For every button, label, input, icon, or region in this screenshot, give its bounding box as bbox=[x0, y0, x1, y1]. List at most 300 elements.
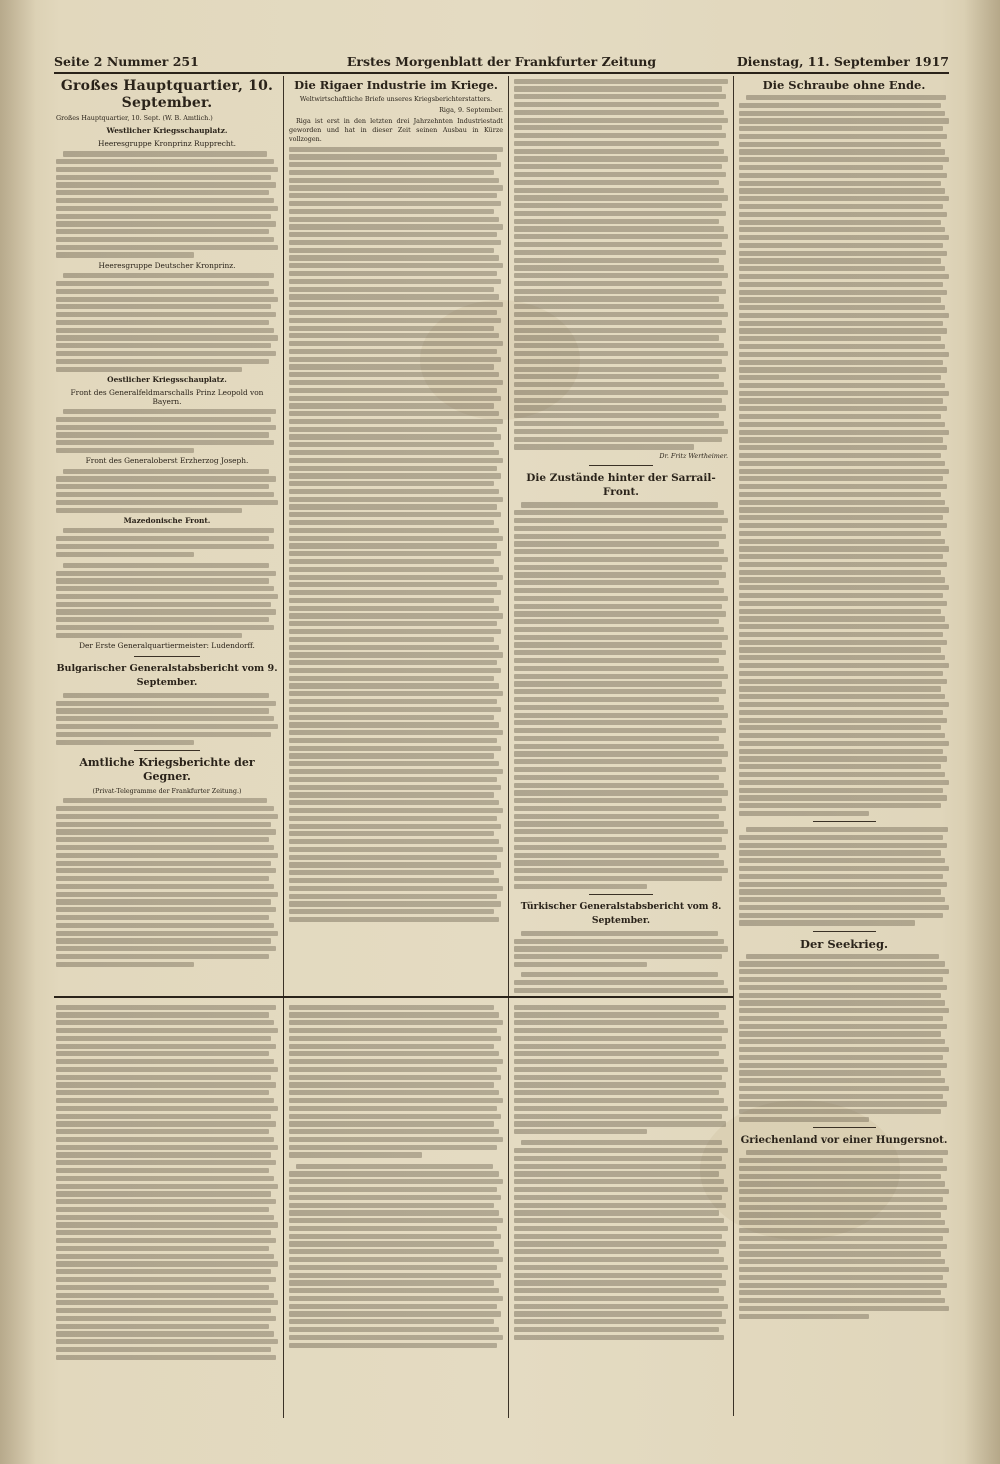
text-line bbox=[514, 580, 719, 585]
text-line bbox=[514, 689, 726, 694]
page-number: Seite 2 Nummer 251 bbox=[54, 54, 199, 69]
text-block bbox=[514, 931, 728, 994]
text-line bbox=[514, 226, 724, 231]
article-separator bbox=[589, 465, 653, 466]
text-line bbox=[289, 831, 494, 836]
text-line bbox=[289, 318, 501, 323]
text-line bbox=[289, 528, 499, 533]
text-block bbox=[739, 827, 949, 926]
text-line bbox=[514, 94, 726, 99]
text-line bbox=[289, 543, 497, 548]
text-line bbox=[56, 1331, 274, 1336]
text-line bbox=[739, 1031, 941, 1036]
text-line bbox=[56, 1129, 269, 1134]
text-line bbox=[514, 775, 719, 780]
text-line bbox=[289, 738, 497, 743]
text-line bbox=[289, 816, 497, 821]
text-line bbox=[514, 829, 728, 834]
text-line bbox=[289, 287, 494, 292]
text-block bbox=[56, 273, 278, 372]
text-line bbox=[514, 1129, 647, 1134]
text-line bbox=[56, 335, 278, 340]
text-line bbox=[514, 1234, 722, 1239]
text-line bbox=[739, 897, 945, 902]
text-line bbox=[739, 647, 941, 652]
text-line bbox=[514, 868, 728, 873]
text-line bbox=[739, 476, 943, 481]
text-line bbox=[514, 133, 726, 138]
text-line bbox=[56, 1316, 276, 1321]
text-line bbox=[63, 273, 274, 278]
text-line bbox=[56, 609, 276, 614]
text-line bbox=[289, 1090, 499, 1095]
army-group-kronprinz: Heeresgruppe Deutscher Kronprinz. bbox=[98, 260, 236, 270]
text-line bbox=[514, 751, 728, 756]
text-line bbox=[739, 126, 943, 131]
text-line bbox=[56, 701, 276, 706]
text-line bbox=[56, 1082, 276, 1087]
text-line bbox=[63, 151, 267, 156]
text-line bbox=[289, 1171, 499, 1176]
text-line bbox=[739, 1086, 949, 1091]
text-line bbox=[739, 632, 943, 637]
text-line bbox=[514, 1311, 722, 1316]
report-lead: Großes Hauptquartier, 10. Sept. (W. B. Amtlich.) bbox=[56, 114, 213, 122]
front-leopold: Front des Generalfeldmarschalls Prinz Leopold von Bayern. bbox=[70, 387, 264, 406]
text-line bbox=[514, 1036, 722, 1041]
text-line bbox=[514, 557, 728, 562]
text-line bbox=[514, 1179, 724, 1184]
text-line bbox=[514, 328, 726, 333]
text-line bbox=[289, 1195, 501, 1200]
text-line bbox=[739, 913, 943, 918]
text-line bbox=[289, 1257, 503, 1262]
text-line bbox=[514, 172, 726, 177]
text-line bbox=[514, 195, 728, 200]
text-line bbox=[289, 1335, 503, 1340]
text-line bbox=[289, 1179, 503, 1184]
text-line bbox=[739, 593, 943, 598]
text-line bbox=[56, 1184, 278, 1189]
text-line bbox=[289, 403, 494, 408]
text-line bbox=[289, 458, 503, 463]
text-line bbox=[289, 1304, 497, 1309]
text-line bbox=[739, 663, 949, 668]
text-line bbox=[56, 1145, 278, 1150]
text-line bbox=[739, 866, 949, 871]
text-line bbox=[514, 1265, 728, 1270]
text-line bbox=[514, 619, 719, 624]
text-line bbox=[514, 790, 728, 795]
text-line bbox=[514, 588, 724, 593]
text-line bbox=[289, 442, 494, 447]
text-line bbox=[739, 118, 949, 123]
text-line bbox=[289, 1288, 499, 1293]
text-line bbox=[289, 1020, 503, 1025]
text-line bbox=[289, 909, 494, 914]
text-line bbox=[514, 312, 728, 317]
text-line bbox=[56, 1137, 274, 1142]
text-line bbox=[739, 422, 945, 427]
text-line bbox=[56, 617, 269, 622]
text-line bbox=[739, 1000, 945, 1005]
text-line bbox=[739, 843, 947, 848]
text-line bbox=[63, 409, 276, 414]
text-line bbox=[739, 266, 945, 271]
text-line bbox=[56, 837, 269, 842]
text-line bbox=[56, 1222, 278, 1227]
text-line bbox=[289, 217, 499, 222]
text-line bbox=[514, 374, 719, 379]
text-line bbox=[56, 536, 269, 541]
text-block bbox=[514, 502, 728, 888]
text-line bbox=[56, 237, 274, 242]
text-line bbox=[289, 613, 503, 618]
text-line bbox=[739, 103, 941, 108]
text-line bbox=[56, 740, 194, 745]
text-line bbox=[289, 1098, 503, 1103]
text-line bbox=[289, 590, 501, 595]
text-line bbox=[289, 326, 494, 331]
text-line bbox=[739, 858, 945, 863]
text-line bbox=[739, 1236, 943, 1241]
text-line bbox=[289, 901, 501, 906]
text-line bbox=[289, 333, 499, 338]
text-line bbox=[56, 190, 269, 195]
text-line bbox=[289, 232, 497, 237]
text-line bbox=[289, 209, 494, 214]
text-line bbox=[739, 1047, 949, 1052]
text-line bbox=[56, 1238, 276, 1243]
text-line bbox=[739, 344, 945, 349]
column-rule bbox=[508, 76, 509, 996]
text-line bbox=[514, 988, 728, 993]
text-line bbox=[289, 1051, 499, 1056]
text-line bbox=[514, 572, 726, 577]
text-line bbox=[739, 507, 949, 512]
text-line bbox=[514, 164, 722, 169]
text-line bbox=[289, 427, 497, 432]
text-line bbox=[739, 546, 949, 551]
text-line bbox=[289, 1203, 494, 1208]
text-line bbox=[56, 578, 269, 583]
text-line bbox=[739, 531, 941, 536]
text-line bbox=[739, 1101, 947, 1106]
text-line bbox=[739, 469, 949, 474]
text-line bbox=[514, 713, 728, 718]
text-line bbox=[56, 1114, 271, 1119]
text-line bbox=[739, 1244, 947, 1249]
text-line bbox=[289, 917, 499, 922]
text-line bbox=[56, 1098, 274, 1103]
text-line bbox=[739, 961, 945, 966]
text-line bbox=[56, 732, 271, 737]
text-line bbox=[56, 425, 276, 430]
headline-schraube-ohne-ende: Die Schraube ohne Ende. bbox=[762, 78, 926, 92]
text-line bbox=[289, 855, 497, 860]
text-line bbox=[514, 1319, 726, 1324]
text-line bbox=[289, 357, 501, 362]
text-line bbox=[56, 1051, 269, 1056]
text-block bbox=[56, 409, 278, 453]
author-wertheimer: Dr. Fritz Wertheimer. bbox=[659, 451, 728, 460]
text-line bbox=[289, 1273, 501, 1278]
riga-opening-text: Riga ist erst in den letzten drei Jahrzehnten Industriestadt geworden und hat in dieser Zeit seinen Ausbau in Kürze vollzogen. bbox=[289, 116, 503, 143]
headline-griechenland: Griechenland vor einer Hungersnot. bbox=[740, 1134, 948, 1147]
text-line bbox=[56, 625, 274, 630]
text-line bbox=[739, 414, 941, 419]
text-line bbox=[739, 328, 947, 333]
article-separator bbox=[134, 750, 201, 751]
column-3 bbox=[514, 76, 728, 994]
text-line bbox=[514, 382, 724, 387]
text-line bbox=[739, 430, 949, 435]
front-joseph: Front des Generaloberst Erzherzog Joseph. bbox=[85, 456, 249, 466]
text-line bbox=[56, 1324, 269, 1329]
text-block bbox=[56, 151, 278, 257]
article-separator bbox=[134, 656, 201, 657]
text-line bbox=[289, 178, 499, 183]
text-line bbox=[289, 388, 497, 393]
text-line bbox=[739, 352, 949, 357]
text-line bbox=[56, 1075, 271, 1080]
text-line bbox=[56, 923, 274, 928]
text-line bbox=[289, 1036, 501, 1041]
feuilleton-column-3 bbox=[514, 1002, 728, 1416]
article-separator bbox=[589, 894, 653, 895]
text-line bbox=[514, 1051, 719, 1056]
text-line bbox=[56, 829, 276, 834]
text-line bbox=[289, 240, 501, 245]
text-line bbox=[739, 725, 941, 730]
text-line bbox=[514, 429, 728, 434]
text-line bbox=[289, 1152, 422, 1157]
text-line bbox=[739, 1290, 941, 1295]
text-line bbox=[739, 321, 943, 326]
text-line bbox=[514, 1280, 726, 1285]
text-line bbox=[514, 860, 724, 865]
text-line bbox=[56, 907, 276, 912]
masthead bbox=[54, 52, 949, 74]
text-line bbox=[56, 175, 271, 180]
text-line bbox=[289, 598, 494, 603]
text-line bbox=[289, 606, 499, 611]
text-line bbox=[56, 343, 271, 348]
text-line bbox=[514, 367, 726, 372]
text-line bbox=[514, 954, 722, 959]
text-line bbox=[289, 761, 499, 766]
text-line bbox=[739, 977, 943, 982]
text-line bbox=[289, 1218, 503, 1223]
text-line bbox=[739, 492, 941, 497]
text-line bbox=[56, 1059, 274, 1064]
text-line bbox=[739, 1197, 943, 1202]
text-line bbox=[514, 242, 722, 247]
text-line bbox=[514, 642, 722, 647]
text-block bbox=[56, 1005, 278, 1360]
text-line bbox=[514, 273, 728, 278]
text-line bbox=[56, 167, 278, 172]
text-line bbox=[514, 604, 722, 609]
text-line bbox=[289, 1311, 501, 1316]
text-line bbox=[514, 806, 726, 811]
text-line bbox=[289, 792, 494, 797]
text-line bbox=[514, 304, 724, 309]
text-line bbox=[289, 746, 501, 751]
enemy-reports-source: (Privat-Telegramme der Frankfurter Zeitung.) bbox=[92, 786, 242, 795]
text-line bbox=[514, 1098, 724, 1103]
text-line bbox=[739, 313, 949, 318]
text-line bbox=[514, 1257, 724, 1262]
text-line bbox=[739, 188, 945, 193]
column-1 bbox=[56, 76, 278, 994]
text-line bbox=[739, 258, 941, 263]
text-line bbox=[289, 536, 503, 541]
text-line bbox=[289, 769, 503, 774]
text-line bbox=[739, 515, 943, 520]
section-east: Oestlicher Kriegsschauplatz. bbox=[107, 374, 227, 384]
text-line bbox=[514, 674, 728, 679]
text-line bbox=[739, 142, 941, 147]
text-line bbox=[514, 518, 728, 523]
text-line bbox=[739, 1220, 945, 1225]
text-line bbox=[514, 1327, 719, 1332]
text-line bbox=[289, 185, 503, 190]
column-rule bbox=[733, 76, 734, 1416]
section-divider bbox=[54, 996, 733, 998]
issue-date: Dienstag, 11. September 1917 bbox=[736, 54, 949, 69]
text-line bbox=[514, 1273, 722, 1278]
text-line bbox=[56, 1300, 278, 1305]
text-line bbox=[289, 512, 501, 517]
text-line bbox=[56, 571, 276, 576]
text-line bbox=[289, 520, 494, 525]
text-line bbox=[56, 602, 271, 607]
text-line bbox=[514, 444, 694, 449]
text-line bbox=[289, 668, 501, 673]
column-rule bbox=[508, 998, 509, 1418]
text-line bbox=[514, 565, 722, 570]
text-line bbox=[514, 156, 728, 161]
text-line bbox=[289, 777, 497, 782]
text-line bbox=[514, 549, 724, 554]
feuilleton-column-1 bbox=[56, 1002, 278, 1416]
text-line bbox=[289, 730, 503, 735]
text-line bbox=[289, 396, 501, 401]
text-line bbox=[289, 271, 497, 276]
text-line bbox=[56, 1277, 276, 1282]
text-line bbox=[514, 853, 719, 858]
text-line bbox=[746, 1150, 948, 1155]
text-line bbox=[56, 417, 271, 422]
text-line bbox=[514, 219, 719, 224]
text-line bbox=[739, 969, 949, 974]
text-line bbox=[56, 1285, 269, 1290]
text-line bbox=[56, 289, 274, 294]
text-line bbox=[739, 1259, 945, 1264]
newspaper-title: Erstes Morgenblatt der Frankfurter Zeitung bbox=[346, 54, 657, 69]
text-line bbox=[289, 1082, 494, 1087]
text-line bbox=[514, 1164, 726, 1169]
text-line bbox=[514, 596, 728, 601]
text-line bbox=[514, 1114, 722, 1119]
text-line bbox=[514, 1020, 724, 1025]
text-line bbox=[514, 1335, 724, 1340]
text-line bbox=[739, 577, 945, 582]
text-line bbox=[739, 220, 941, 225]
column-2 bbox=[289, 76, 503, 994]
text-line bbox=[514, 658, 719, 663]
text-line bbox=[63, 469, 269, 474]
text-line bbox=[56, 716, 274, 721]
text-line bbox=[289, 839, 499, 844]
text-line bbox=[289, 1187, 497, 1192]
text-line bbox=[739, 157, 949, 162]
text-line bbox=[739, 920, 915, 925]
text-line bbox=[514, 359, 722, 364]
text-line bbox=[289, 575, 503, 580]
text-line bbox=[289, 364, 494, 369]
text-line bbox=[56, 221, 276, 226]
text-line bbox=[56, 1090, 269, 1095]
text-line bbox=[514, 398, 722, 403]
text-block bbox=[56, 528, 278, 638]
text-line bbox=[746, 954, 939, 959]
text-line bbox=[56, 915, 269, 920]
column-rule bbox=[283, 998, 284, 1418]
text-line bbox=[514, 1156, 722, 1161]
headline-hauptquartier: Großes Hauptquartier, 10. September. bbox=[60, 78, 274, 111]
text-line bbox=[739, 111, 945, 116]
text-line bbox=[289, 878, 499, 883]
text-line bbox=[739, 803, 941, 808]
text-line bbox=[289, 1241, 494, 1246]
text-line bbox=[56, 853, 278, 858]
text-line bbox=[56, 1036, 271, 1041]
text-line bbox=[56, 868, 276, 873]
text-line bbox=[289, 497, 503, 502]
text-block bbox=[739, 954, 949, 1123]
text-line bbox=[739, 282, 943, 287]
text-line bbox=[289, 1327, 499, 1332]
text-line bbox=[289, 800, 499, 805]
text-line bbox=[739, 383, 945, 388]
text-line bbox=[56, 1269, 271, 1274]
text-line bbox=[289, 1234, 501, 1239]
text-line bbox=[56, 876, 269, 881]
text-line bbox=[739, 539, 945, 544]
text-line bbox=[739, 1008, 949, 1013]
text-line bbox=[739, 850, 941, 855]
text-line bbox=[289, 1114, 501, 1119]
text-line bbox=[739, 640, 947, 645]
text-line bbox=[739, 1251, 941, 1256]
text-line bbox=[514, 650, 726, 655]
text-line bbox=[739, 702, 949, 707]
text-line bbox=[739, 741, 949, 746]
text-line bbox=[289, 380, 503, 385]
text-line bbox=[514, 611, 726, 616]
text-block bbox=[514, 79, 728, 450]
text-line bbox=[289, 886, 503, 891]
text-line bbox=[56, 544, 274, 549]
text-line bbox=[739, 1212, 941, 1217]
column-rule bbox=[283, 76, 284, 996]
text-line bbox=[739, 1275, 943, 1280]
text-line bbox=[289, 419, 503, 424]
headline-enemy-reports: Amtliche Kriegsberichte der Gegner. bbox=[79, 755, 255, 783]
text-line bbox=[739, 655, 945, 660]
